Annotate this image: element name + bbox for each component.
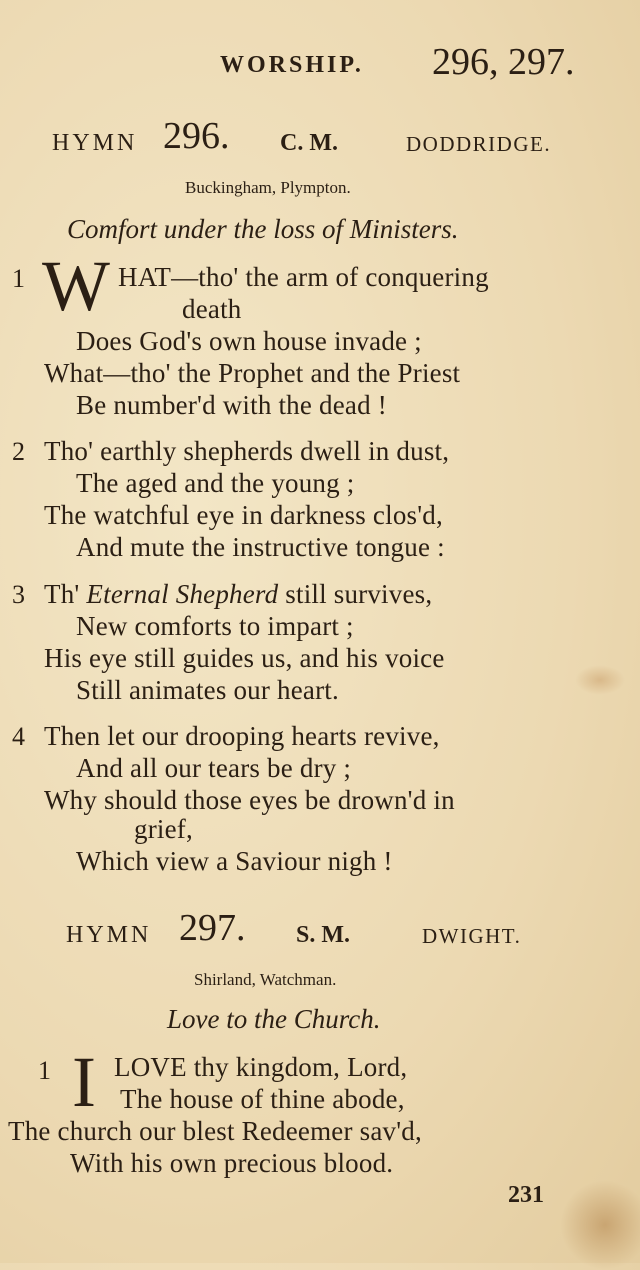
stanza-number: 1 xyxy=(38,1056,51,1085)
verse-line: Does God's own house invade ; xyxy=(76,326,422,356)
verse-line: Still animates our heart. xyxy=(76,675,339,705)
verse-line: And mute the instructive tongue : xyxy=(76,532,445,562)
verse-emphasis: Eternal Shepherd xyxy=(86,579,279,609)
verse-line: The watchful eye in darkness clos'd, xyxy=(44,500,443,530)
tune-names: Buckingham, Plympton. xyxy=(185,178,351,197)
stanza-number: 2 xyxy=(12,437,25,466)
tune-names: Shirland, Watchman. xyxy=(194,970,337,989)
page-number: 231 xyxy=(508,1182,544,1208)
hymn-label: HYMN xyxy=(66,922,152,948)
verse-text: Th' xyxy=(44,579,87,609)
hymn-author: DWIGHT. xyxy=(422,924,522,948)
verse-line: death xyxy=(182,294,242,324)
verse-line: His eye still guides us, and his voice xyxy=(44,643,445,673)
stanza-number: 3 xyxy=(12,580,25,609)
stanza-number: 1 xyxy=(12,264,25,293)
drop-cap: W xyxy=(42,246,110,326)
verse-line: Which view a Saviour nigh ! xyxy=(76,846,393,876)
verse-line: LOVE thy kingdom, Lord, xyxy=(114,1052,408,1082)
running-header-title: WORSHIP. xyxy=(220,52,364,78)
running-header-numbers: 296, 297. xyxy=(432,41,575,83)
verse-line xyxy=(44,579,432,610)
hymn-subject: Comfort under the loss of Ministers. xyxy=(67,214,459,244)
verse-line: Be number'd with the dead ! xyxy=(76,390,387,420)
drop-cap: I xyxy=(72,1042,96,1122)
verse-line: HAT—tho' the arm of conquering xyxy=(118,262,489,292)
verse-line: The aged and the young ; xyxy=(76,468,355,498)
paper-stain xyxy=(560,1180,640,1270)
verse-line: Then let our drooping hearts revive, xyxy=(44,721,440,751)
hymn-subject: Love to the Church. xyxy=(167,1004,381,1034)
verse-line: New comforts to impart ; xyxy=(76,611,354,641)
hymn-label: HYMN xyxy=(52,130,138,156)
verse-text: still survives, xyxy=(278,579,433,609)
verse-line: What—tho' the Prophet and the Priest xyxy=(44,358,461,388)
hymn-meter: S. M. xyxy=(296,922,350,948)
paper-stain xyxy=(575,665,625,695)
stanza-number: 4 xyxy=(12,722,25,751)
verse-line: Tho' earthly shepherds dwell in dust, xyxy=(44,436,450,466)
verse-line: The church our blest Redeemer sav'd, xyxy=(8,1116,422,1146)
verse-line: grief, xyxy=(134,814,193,844)
hymn-author: DODDRIDGE. xyxy=(406,132,552,156)
hymn-number: 297. xyxy=(179,907,246,949)
hymn-number: 296. xyxy=(163,115,230,157)
verse-line: And all our tears be dry ; xyxy=(76,753,352,783)
verse-line: Why should those eyes be drown'd in xyxy=(44,785,455,815)
hymn-meter: C. M. xyxy=(280,130,338,156)
verse-line: The house of thine abode, xyxy=(120,1084,405,1114)
verse-line: With his own precious blood. xyxy=(70,1148,394,1178)
